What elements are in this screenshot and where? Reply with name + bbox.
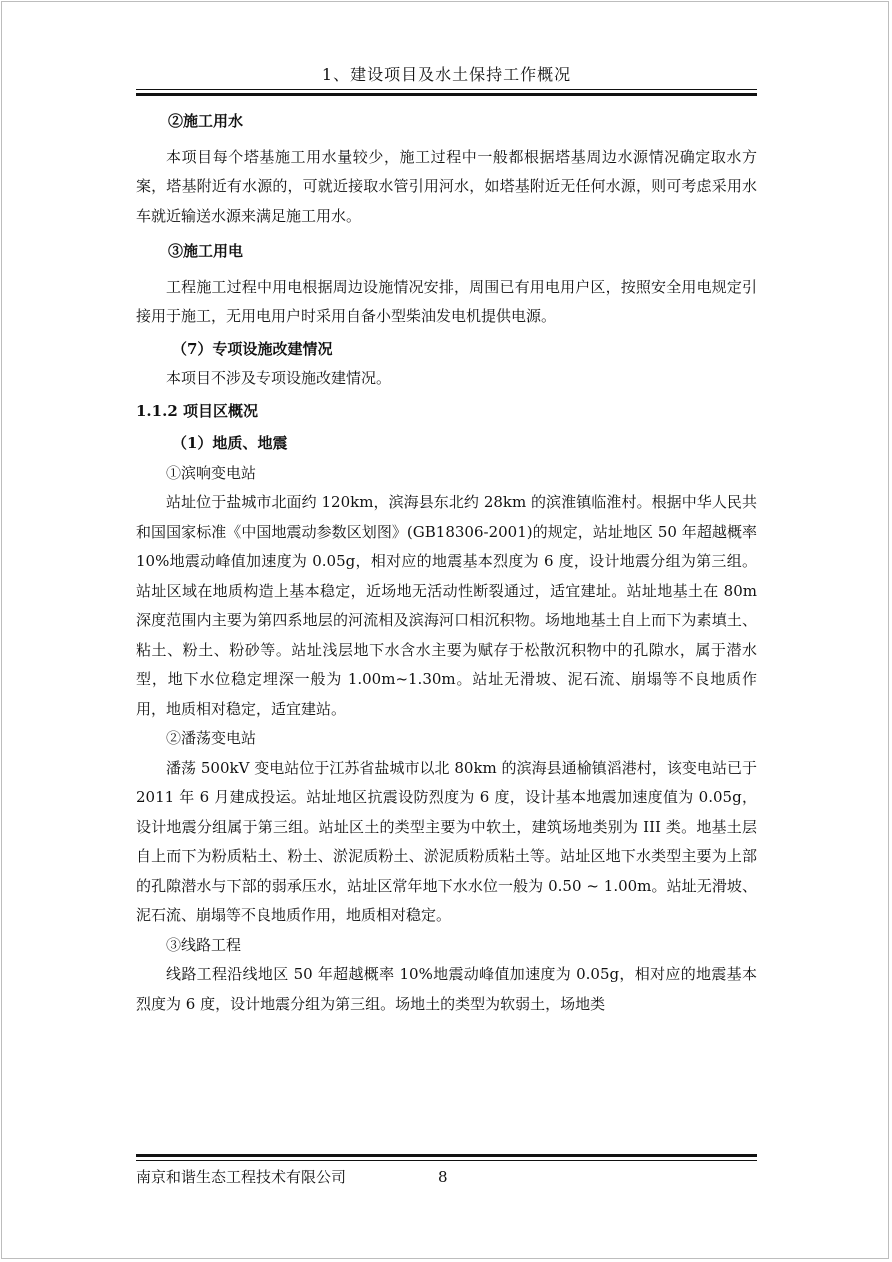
header-rule — [136, 89, 757, 96]
pandang-substation-heading: ②潘荡变电站 — [166, 729, 257, 747]
line-engineering-paragraph: 线路工程沿线地区 50 年超越概率 10%地震动峰值加速度为 0.05g，相对应的地震基本烈度为 6 度，设计地震分组为第三组。场地土的类型为软弱土，场地类 — [136, 965, 757, 1013]
section-heading: 1.1.2 项目区概况 — [136, 401, 258, 420]
special-facilities-heading: （7）专项设施改建情况 — [172, 339, 333, 358]
footer-page-number: 8 — [438, 1168, 448, 1186]
construction-water-heading: ②施工用水 — [168, 112, 244, 130]
line-engineering-heading: ③线路工程 — [166, 935, 242, 954]
binxiang-substation-paragraph: 站址位于盐城市北面约 120km，滨海县东北约 28km 的滨淮镇临淮村。根据中华人民共和国国家标准《中国地震动参数区划图》(GB18306-2001)的规定，站址地区 50 年超越概率 10%地震动峰值加速度为 0.05g，相对应的地震基本烈度为 6 度，设计地震分组为第三组。站址区域在地质构造上基本稳定，近场地无活动性断裂通过，适宜建址。站址地基土在 80m 深度范围内主要为第四系地层的河流相及滨海河口相沉积物。场地地基土自上而下为素填土、粘土、粉土、粉砂等。站址浅层地下水含水主要为赋存于松散沉积物中的孔隙水，属于潜水型，地下水位稳定埋深一般为 1.00m~1.30m。站址无滑坡、泥石流、崩塌等不良地质作用，地质相对稳定，适宜建站。 — [136, 493, 757, 718]
footer-company-name: 南京和谐生态工程技术有限公司 — [136, 1168, 347, 1186]
construction-power-heading: ③施工用电 — [168, 242, 244, 260]
page-header-title: 1、建设项目及水土保持工作概况 — [321, 65, 572, 84]
pandang-substation-paragraph: 潘荡 500kV 变电站位于江苏省盐城市以北 80km 的滨海县通榆镇滔港村，该变电站已于 2011 年 6 月建成投运。站址地区抗震设防烈度为 6 度，设计基本地震加速度值为 0.05g，设计地震分组属于第三组。站址区土的类型主要为中软土，建筑场地类别为 III 类。地基土层自上而下为粉质粘土、粉土、淤泥质粉土、淤泥质粉质粘土等。站址区地下水类型主要为上部的孔隙潜水与下部的弱承压水，站址区常年地下水水位一般为 0.50 ~ 1.00m。站址无滑坡、泥石流、崩塌等不良地质作用，地质相对稳定。 — [136, 758, 757, 924]
construction-power-paragraph: 工程施工过程中用电根据周边设施情况安排，周围已有用电用户区，按照安全用电规定引接用于施工，无用电用户时采用自备小型柴油发电机提供电源。 — [136, 277, 757, 325]
binxiang-substation-heading: ①滨响变电站 — [166, 463, 257, 482]
footer-rule — [136, 1154, 757, 1161]
special-facilities-paragraph: 本项目不涉及专项设施改建情况。 — [166, 369, 392, 387]
construction-water-paragraph: 本项目每个塔基施工用水量较少，施工过程中一般都根据塔基周边水源情况确定取水方案，塔基附近有水源的，可就近接取水管引用河水，如塔基附近无任何水源，则可考虑采用水车就近输送水源来满足施工用水。 — [136, 147, 757, 225]
geology-seismic-heading: （1）地质、地震 — [172, 434, 288, 452]
document-body — [136, 104, 757, 1019]
